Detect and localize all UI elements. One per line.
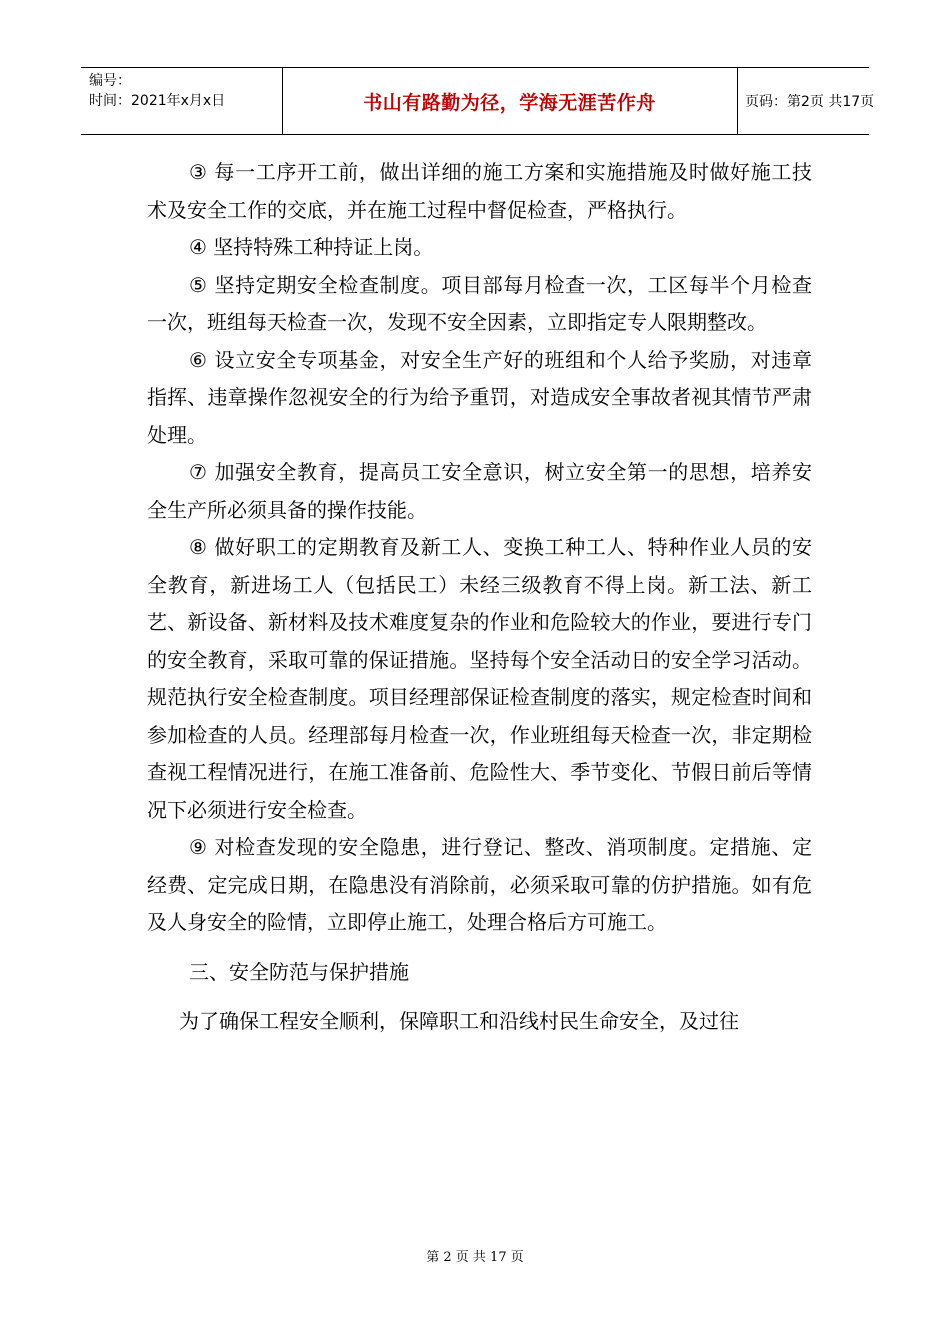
header-page-info: 页码：第2页 共17页 xyxy=(745,94,875,110)
page-header xyxy=(81,67,875,135)
header-meta-cell xyxy=(81,68,283,134)
paragraph-item-3: ③ 每一工序开工前，做出详细的施工方案和实施措施及时做好施工技术及安全工作的交底，并在施工过程中督促检查，严格执行。 xyxy=(147,160,812,222)
paragraph-item-4: ④ 坚持特殊工种持证上岗。 xyxy=(189,235,434,259)
header-date-label: 时间：2021年x月x日 xyxy=(89,93,226,109)
paragraph-item-9: ⑨ 对检查发现的安全隐患，进行登记、整改、消项制度。定措施、定经费、定完成日期，在隐患没有消除前，必须采取可靠的仿护措施。如有危及人身安全的险情，立即停止施工，处理合格后方可施工。 xyxy=(147,835,812,934)
header-motto-cell xyxy=(282,68,738,134)
paragraph-item-5: ⑤ 坚持定期安全检查制度。项目部每月检查一次，工区每半个月检查一次，班组每天检查一次，发现不安全因素，立即指定专人限期整改。 xyxy=(147,272,812,334)
paragraph-item-8: ⑧ 做好职工的定期教育及新工人、变换工种工人、特种作业人员的安全教育，新进场工人（包括民工）未经三级教育不得上岗。新工法、新工艺、新设备、新材料及技术难度复杂的作业和危险较大的作业，要进行专门的安全教育，采取可靠的保证措施。坚持每个安全活动日的安全学习活动。规范执行安全检查制度。项目经理部保证检查制度的落实，规定检查时间和参加检查的人员。经理部每月检查一次，作业班组每天检查一次，非定期检查视工程情况进行，在施工准备前、危险性大、季节变化、节假日前后等情况下必须进行安全检查。 xyxy=(147,535,812,822)
header-motto: 书山有路勤为径，学海无涯苦作舟 xyxy=(363,91,656,114)
page-footer: 第 2 页 共 17 页 xyxy=(426,1250,524,1265)
paragraph-item-7: ⑦ 加强安全教育，提高员工安全意识，树立安全第一的思想，培养安全生产所必须具备的操作技能。 xyxy=(147,460,812,522)
section-heading: 三、安全防范与保护措施 xyxy=(189,959,409,984)
paragraph-intro: 为了确保工程安全顺利，保障职工和沿线村民生命安全，及过往 xyxy=(179,1009,739,1033)
paragraph-item-6: ⑥ 设立安全专项基金，对安全生产好的班组和个人给予奖励，对违章指挥、违章操作忽视安全的行为给予重罚，对造成安全事故者视其情节严肃处理。 xyxy=(147,347,812,447)
document-body xyxy=(147,154,812,1041)
header-number-label: 编号： xyxy=(89,73,131,89)
header-page-cell xyxy=(737,68,875,134)
